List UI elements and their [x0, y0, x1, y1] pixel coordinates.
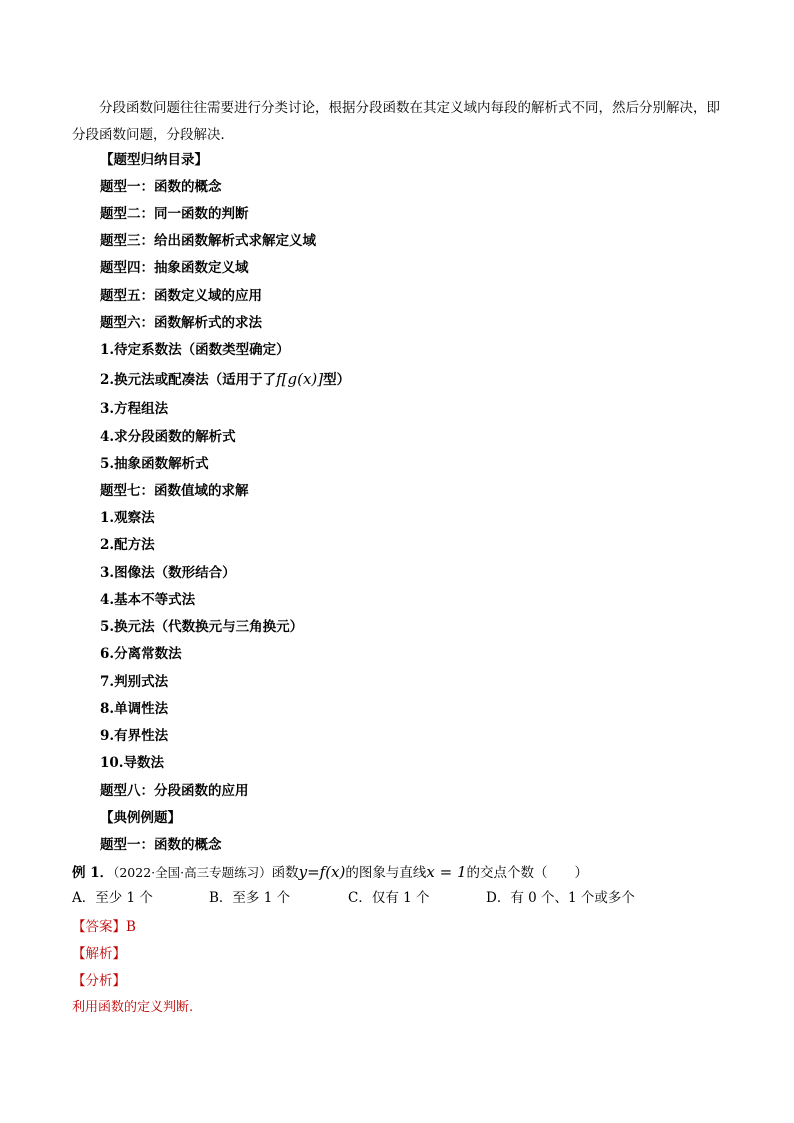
toc-item: 6.分离常数法 — [100, 646, 182, 662]
examples-heading: 【典例例题】 — [100, 810, 181, 826]
example-label: 例 1． — [72, 865, 114, 881]
fenxi-heading: 【分析】 — [72, 973, 126, 989]
toc-item: 3.图像法（数形结合） — [100, 565, 236, 581]
toc-heading: 【题型归纳目录】 — [100, 152, 208, 168]
option-a: A．至少 1 个 — [72, 890, 153, 906]
option-d: D．有 0 个、1 个或多个 — [486, 890, 635, 906]
example-question — [72, 862, 588, 883]
math-yfx: y=f(x) — [298, 863, 346, 881]
toc-item: 题型八：分段函数的应用 — [100, 783, 249, 799]
analysis-heading: 【解析】 — [72, 946, 126, 962]
toc-item-tail: 型） — [323, 372, 351, 388]
toc-item: 题型四：抽象函数定义域 — [100, 260, 249, 276]
toc-item: 题型六：函数解析式的求法 — [100, 315, 262, 331]
example-stem-b: 的图象与直线 — [345, 865, 427, 881]
toc-item: 题型五：函数定义域的应用 — [100, 288, 262, 304]
example-stem-a: 函数 — [271, 865, 299, 881]
toc-item-text: 2.换元法或配凑法（适用于了 — [100, 372, 277, 388]
toc-item: 10.导数法 — [100, 755, 164, 771]
toc-item: 4.求分段函数的解析式 — [100, 429, 236, 445]
math-fgx: f[g(x)] — [276, 370, 324, 388]
toc-item: 5.换元法（代数换元与三角换元） — [100, 619, 304, 635]
toc-item: 3.方程组法 — [100, 401, 169, 417]
example-stem-c: 的交点个数（ ） — [466, 865, 588, 881]
toc-item: 1.待定系数法（函数类型确定） — [100, 342, 290, 358]
toc-item: 题型七：函数值域的求解 — [100, 483, 249, 499]
intro-paragraph: 分段函数问题往往需要进行分类讨论，根据分段函数在其定义域内每段的解析式不同，然后分别解决，即分段函数问题，分段解决． — [72, 100, 720, 143]
toc-item: 题型三：给出函数解析式求解定义域 — [100, 233, 316, 249]
toc-item: 1.观察法 — [100, 510, 155, 526]
section-title: 题型一：函数的概念 — [100, 837, 222, 853]
toc-item-substitution — [100, 369, 350, 390]
toc-item: 题型二：同一函数的判断 — [100, 206, 249, 222]
toc-item: 2.配方法 — [100, 537, 155, 553]
toc-item: 7.判别式法 — [100, 674, 169, 690]
toc-item: 5.抽象函数解析式 — [100, 456, 209, 472]
toc-item: 4.基本不等式法 — [100, 592, 196, 608]
option-b: B．至多 1 个 — [209, 890, 291, 906]
option-c: C．仅有 1 个 — [348, 890, 430, 906]
explanation-text: 利用函数的定义判断. — [72, 1000, 194, 1015]
answer-line: 【答案】B — [72, 919, 136, 935]
toc-item: 题型一：函数的概念 — [100, 179, 222, 195]
toc-item: 9.有界性法 — [100, 728, 169, 744]
toc-item: 8.单调性法 — [100, 701, 169, 717]
example-source: （2022·全国·高三专题练习） — [113, 865, 272, 880]
answer-options — [72, 888, 732, 908]
math-x1: x = 1 — [426, 863, 467, 881]
